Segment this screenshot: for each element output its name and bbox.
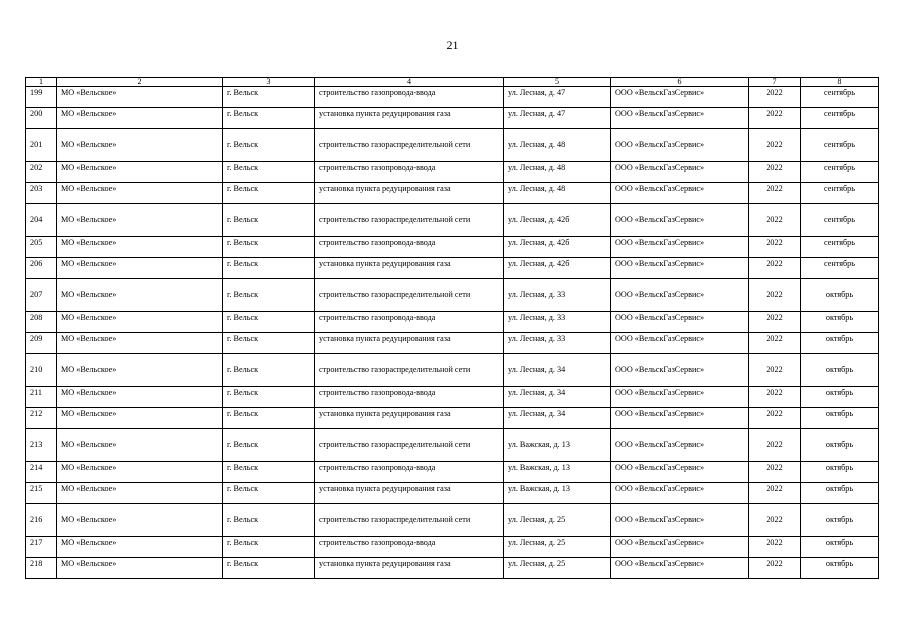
year-cell: 2022	[749, 87, 801, 108]
column-header: 8	[801, 78, 879, 87]
work-type-cell: установка пункта редуцирования газа	[315, 333, 504, 354]
city-cell: г. Вельск	[223, 129, 315, 162]
city-cell: г. Вельск	[223, 312, 315, 333]
month-cell: сентябрь	[801, 108, 879, 129]
city-cell: г. Вельск	[223, 108, 315, 129]
address-cell: ул. Лесная, д. 48	[504, 183, 611, 204]
year-cell: 2022	[749, 204, 801, 237]
address-cell: ул. Лесная, д. 34	[504, 354, 611, 387]
address-cell: ул. Лесная, д. 25	[504, 558, 611, 579]
work-type-cell: установка пункта редуцирования газа	[315, 258, 504, 279]
table-row	[26, 237, 879, 258]
work-type-cell: строительство газопровода-ввода	[315, 387, 504, 408]
municipality-cell: МО «Вельское»	[57, 204, 223, 237]
organization-cell: ООО «ВельскГазСервис»	[611, 462, 749, 483]
year-cell: 2022	[749, 108, 801, 129]
work-type-cell: строительство газораспределительной сети	[315, 429, 504, 462]
organization-cell: ООО «ВельскГазСервис»	[611, 87, 749, 108]
year-cell: 2022	[749, 312, 801, 333]
month-cell: октябрь	[801, 462, 879, 483]
municipality-cell: МО «Вельское»	[57, 462, 223, 483]
address-cell: ул. Лесная, д. 47	[504, 87, 611, 108]
address-cell: ул. Лесная, д. 34	[504, 387, 611, 408]
month-cell: октябрь	[801, 408, 879, 429]
row-number-cell: 217	[26, 537, 57, 558]
address-cell: ул. Лесная, д. 48	[504, 129, 611, 162]
row-number-cell: 218	[26, 558, 57, 579]
municipality-cell: МО «Вельское»	[57, 162, 223, 183]
month-cell: октябрь	[801, 312, 879, 333]
municipality-cell: МО «Вельское»	[57, 354, 223, 387]
city-cell: г. Вельск	[223, 237, 315, 258]
row-number-cell: 216	[26, 504, 57, 537]
organization-cell: ООО «ВельскГазСервис»	[611, 504, 749, 537]
table-row	[26, 558, 879, 579]
month-cell: сентябрь	[801, 183, 879, 204]
year-cell: 2022	[749, 162, 801, 183]
organization-cell: ООО «ВельскГазСервис»	[611, 537, 749, 558]
work-type-cell: строительство газораспределительной сети	[315, 504, 504, 537]
organization-cell: ООО «ВельскГазСервис»	[611, 408, 749, 429]
city-cell: г. Вельск	[223, 504, 315, 537]
year-cell: 2022	[749, 429, 801, 462]
municipality-cell: МО «Вельское»	[57, 312, 223, 333]
address-cell: ул. Лесная, д. 42б	[504, 258, 611, 279]
table-row	[26, 429, 879, 462]
work-type-cell: строительство газораспределительной сети	[315, 279, 504, 312]
address-cell: ул. Лесная, д. 48	[504, 162, 611, 183]
work-type-cell: строительство газораспределительной сети	[315, 204, 504, 237]
table-row	[26, 108, 879, 129]
table-row	[26, 387, 879, 408]
work-type-cell: установка пункта редуцирования газа	[315, 483, 504, 504]
year-cell: 2022	[749, 279, 801, 312]
table-row	[26, 354, 879, 387]
month-cell: сентябрь	[801, 237, 879, 258]
year-cell: 2022	[749, 183, 801, 204]
work-type-cell: установка пункта редуцирования газа	[315, 183, 504, 204]
organization-cell: ООО «ВельскГазСервис»	[611, 558, 749, 579]
organization-cell: ООО «ВельскГазСервис»	[611, 129, 749, 162]
year-cell: 2022	[749, 483, 801, 504]
month-cell: сентябрь	[801, 87, 879, 108]
table-row	[26, 183, 879, 204]
table-row	[26, 537, 879, 558]
column-header: 6	[611, 78, 749, 87]
work-type-cell: установка пункта редуцирования газа	[315, 408, 504, 429]
work-type-cell: строительство газопровода-ввода	[315, 87, 504, 108]
city-cell: г. Вельск	[223, 387, 315, 408]
row-number-cell: 209	[26, 333, 57, 354]
row-number-cell: 207	[26, 279, 57, 312]
table-row	[26, 87, 879, 108]
column-number-row	[26, 78, 879, 87]
organization-cell: ООО «ВельскГазСервис»	[611, 108, 749, 129]
municipality-cell: МО «Вельское»	[57, 333, 223, 354]
organization-cell: ООО «ВельскГазСервис»	[611, 258, 749, 279]
address-cell: ул. Лесная, д. 25	[504, 504, 611, 537]
municipality-cell: МО «Вельское»	[57, 87, 223, 108]
row-number-cell: 212	[26, 408, 57, 429]
row-number-cell: 204	[26, 204, 57, 237]
municipality-cell: МО «Вельское»	[57, 183, 223, 204]
year-cell: 2022	[749, 387, 801, 408]
month-cell: октябрь	[801, 537, 879, 558]
city-cell: г. Вельск	[223, 483, 315, 504]
year-cell: 2022	[749, 258, 801, 279]
table-row	[26, 258, 879, 279]
column-header: 3	[223, 78, 315, 87]
table-row	[26, 129, 879, 162]
work-type-cell: установка пункта редуцирования газа	[315, 558, 504, 579]
row-number-cell: 200	[26, 108, 57, 129]
organization-cell: ООО «ВельскГазСервис»	[611, 387, 749, 408]
municipality-cell: МО «Вельское»	[57, 429, 223, 462]
month-cell: октябрь	[801, 387, 879, 408]
work-type-cell: строительство газораспределительной сети	[315, 354, 504, 387]
row-number-cell: 201	[26, 129, 57, 162]
year-cell: 2022	[749, 558, 801, 579]
row-number-cell: 211	[26, 387, 57, 408]
address-cell: ул. Лесная, д. 42б	[504, 237, 611, 258]
municipality-cell: МО «Вельское»	[57, 108, 223, 129]
organization-cell: ООО «ВельскГазСервис»	[611, 429, 749, 462]
column-header: 7	[749, 78, 801, 87]
year-cell: 2022	[749, 237, 801, 258]
organization-cell: ООО «ВельскГазСервис»	[611, 204, 749, 237]
work-type-cell: строительство газопровода-ввода	[315, 462, 504, 483]
address-cell: ул. Лесная, д. 47	[504, 108, 611, 129]
work-type-cell: установка пункта редуцирования газа	[315, 108, 504, 129]
work-type-cell: строительство газопровода-ввода	[315, 162, 504, 183]
organization-cell: ООО «ВельскГазСервис»	[611, 333, 749, 354]
city-cell: г. Вельск	[223, 204, 315, 237]
city-cell: г. Вельск	[223, 408, 315, 429]
table-row	[26, 162, 879, 183]
year-cell: 2022	[749, 129, 801, 162]
organization-cell: ООО «ВельскГазСервис»	[611, 312, 749, 333]
city-cell: г. Вельск	[223, 258, 315, 279]
year-cell: 2022	[749, 504, 801, 537]
year-cell: 2022	[749, 354, 801, 387]
month-cell: октябрь	[801, 354, 879, 387]
row-number-cell: 210	[26, 354, 57, 387]
table-row	[26, 408, 879, 429]
city-cell: г. Вельск	[223, 462, 315, 483]
municipality-cell: МО «Вельское»	[57, 387, 223, 408]
row-number-cell: 199	[26, 87, 57, 108]
municipality-cell: МО «Вельское»	[57, 279, 223, 312]
municipality-cell: МО «Вельское»	[57, 258, 223, 279]
organization-cell: ООО «ВельскГазСервис»	[611, 483, 749, 504]
month-cell: октябрь	[801, 504, 879, 537]
address-cell: ул. Важская, д. 13	[504, 483, 611, 504]
address-cell: ул. Лесная, д. 25	[504, 537, 611, 558]
column-header: 2	[57, 78, 223, 87]
year-cell: 2022	[749, 462, 801, 483]
month-cell: сентябрь	[801, 258, 879, 279]
month-cell: октябрь	[801, 333, 879, 354]
row-number-cell: 202	[26, 162, 57, 183]
year-cell: 2022	[749, 537, 801, 558]
year-cell: 2022	[749, 333, 801, 354]
row-number-cell: 203	[26, 183, 57, 204]
organization-cell: ООО «ВельскГазСервис»	[611, 237, 749, 258]
month-cell: сентябрь	[801, 162, 879, 183]
city-cell: г. Вельск	[223, 354, 315, 387]
address-cell: ул. Лесная, д. 33	[504, 312, 611, 333]
organization-cell: ООО «ВельскГазСервис»	[611, 162, 749, 183]
city-cell: г. Вельск	[223, 279, 315, 312]
row-number-cell: 206	[26, 258, 57, 279]
column-header: 1	[26, 78, 57, 87]
municipality-cell: МО «Вельское»	[57, 504, 223, 537]
row-number-cell: 205	[26, 237, 57, 258]
month-cell: сентябрь	[801, 129, 879, 162]
address-cell: ул. Лесная, д. 33	[504, 279, 611, 312]
month-cell: октябрь	[801, 558, 879, 579]
row-number-cell: 213	[26, 429, 57, 462]
year-cell: 2022	[749, 408, 801, 429]
municipality-cell: МО «Вельское»	[57, 237, 223, 258]
work-type-cell: строительство газопровода-ввода	[315, 237, 504, 258]
table-row	[26, 504, 879, 537]
city-cell: г. Вельск	[223, 183, 315, 204]
city-cell: г. Вельск	[223, 558, 315, 579]
municipality-cell: МО «Вельское»	[57, 129, 223, 162]
city-cell: г. Вельск	[223, 537, 315, 558]
organization-cell: ООО «ВельскГазСервис»	[611, 279, 749, 312]
column-header: 4	[315, 78, 504, 87]
row-number-cell: 214	[26, 462, 57, 483]
work-type-cell: строительство газораспределительной сети	[315, 129, 504, 162]
municipality-cell: МО «Вельское»	[57, 558, 223, 579]
municipality-cell: МО «Вельское»	[57, 483, 223, 504]
month-cell: октябрь	[801, 483, 879, 504]
work-type-cell: строительство газопровода-ввода	[315, 537, 504, 558]
table-row	[26, 204, 879, 237]
month-cell: октябрь	[801, 429, 879, 462]
column-header: 5	[504, 78, 611, 87]
address-cell: ул. Важская, д. 13	[504, 429, 611, 462]
address-cell: ул. Лесная, д. 42б	[504, 204, 611, 237]
month-cell: октябрь	[801, 279, 879, 312]
organization-cell: ООО «ВельскГазСервис»	[611, 354, 749, 387]
city-cell: г. Вельск	[223, 429, 315, 462]
row-number-cell: 208	[26, 312, 57, 333]
page-number: 21	[446, 38, 459, 52]
work-type-cell: строительство газопровода-ввода	[315, 312, 504, 333]
municipality-cell: МО «Вельское»	[57, 408, 223, 429]
organization-cell: ООО «ВельскГазСервис»	[611, 183, 749, 204]
data-table	[25, 77, 879, 579]
table-row	[26, 483, 879, 504]
table-row	[26, 312, 879, 333]
table-row	[26, 279, 879, 312]
address-cell: ул. Лесная, д. 34	[504, 408, 611, 429]
row-number-cell: 215	[26, 483, 57, 504]
address-cell: ул. Лесная, д. 33	[504, 333, 611, 354]
table-row	[26, 462, 879, 483]
municipality-cell: МО «Вельское»	[57, 537, 223, 558]
city-cell: г. Вельск	[223, 162, 315, 183]
city-cell: г. Вельск	[223, 87, 315, 108]
month-cell: сентябрь	[801, 204, 879, 237]
city-cell: г. Вельск	[223, 333, 315, 354]
table-body	[26, 87, 879, 579]
table-row	[26, 333, 879, 354]
address-cell: ул. Важская, д. 13	[504, 462, 611, 483]
